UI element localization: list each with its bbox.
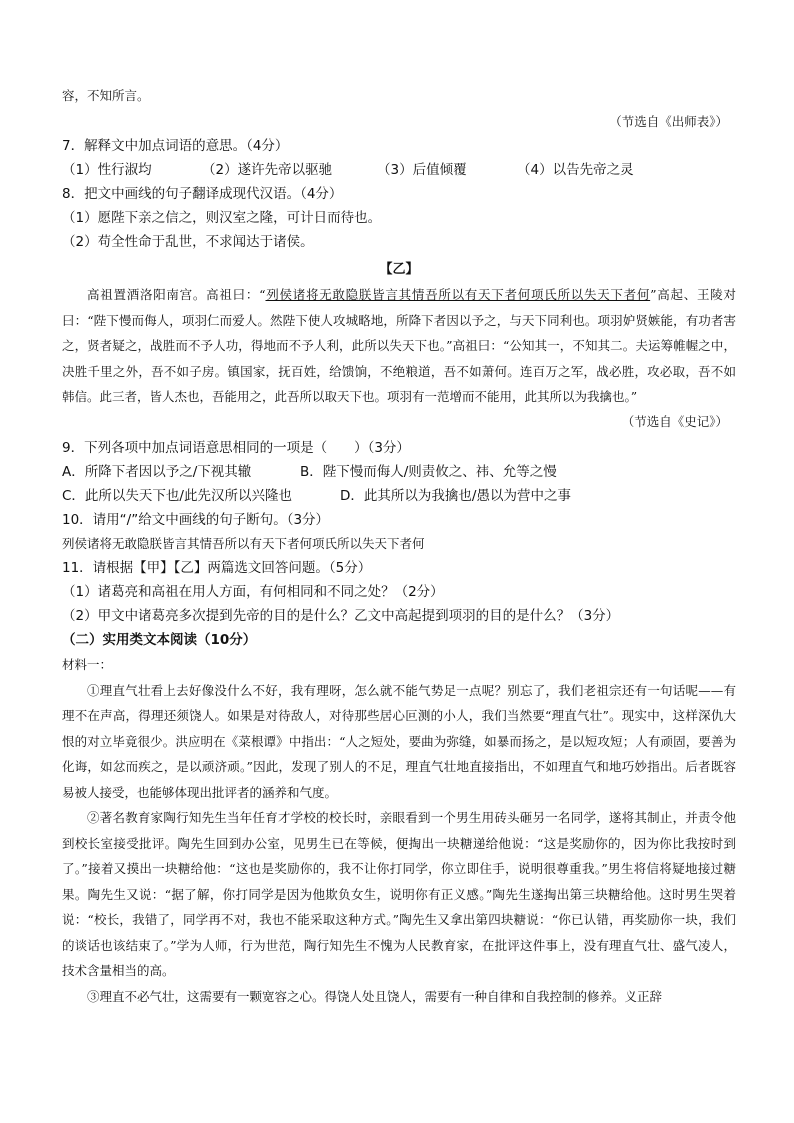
question-stem: 11．请根据【甲】【乙】两篇选文回答问题。（5分） [62, 559, 372, 576]
source-citation: （节选自《史记》） [621, 413, 728, 429]
question-item: （2）苟全性命于乱世，不求闻达于诸侯。 [62, 234, 314, 250]
question-item: （4）以告先帝之灵 [517, 162, 634, 178]
question-item: （1）愿陛下亲之信之，则汉室之隆，可计日而待也。 [62, 210, 382, 226]
paragraph-3: ③理直不必气壮，这需要有一颗宽容之心。得饶人处且饶人，需要有一种自律和自我控制的修养。义正辞 [87, 988, 663, 1004]
option-d: D．此其所以为我擒也/愚以为营中之事 [340, 487, 571, 504]
section-heading: （二）实用类文本阅读（10分） [62, 631, 257, 648]
question-item: （3）后值倾覆 [377, 162, 467, 178]
question-10 [62, 508, 736, 556]
exam-page [62, 86, 736, 1009]
continuation-line: 容，不知所言。 [62, 88, 150, 103]
material-label: 材料一： [62, 656, 113, 672]
option-c: C．此所以失天下也/此先汉所以兴隆也 [62, 487, 292, 504]
passage-text: ”高起、王陵对曰：“陛下慢而侮人，项羽仁而爱人。然陛下使人攻城略地，所降下者因以予之，与天下同利也。项羽妒贤嫉能，有功者害之，贤者疑之，战胜而不予人功，得地而不予人利，此所以失天下也。”高祖曰：“公知其一，不知其二。夫运筹帷幄之中，决胜千里之外，吾不如子房。镇国家，抚百姓，给馈饷，不绝粮道，吾不如萧何。连百万之军，战必胜，攻必取，吾不如韩信。此三者，皆人杰也，吾能用之，此吾所以取天下也。项羽有一范增而不能用，此其所以为我擒也。” [62, 287, 736, 404]
question-7 [62, 134, 736, 182]
options-row [62, 484, 736, 508]
paragraph-2: ②著名教育家陶行知先生当年任育才学校的校长时，亲眼看到一个男生用砖头砸另一名同学，遂将其制止，并责令他到校长室接受批评。陶先生回到办公室，见男生已在等候，便掏出一块糖递给他说：“这是奖励你的，因为你比我按时到了。”接着又摸出一块糖给他：“这也是奖励你的，我不让你打同学，你立即住手，说明很尊重我。”男生将信将疑地接过糖果。陶先生又说：“据了解，你打同学是因为他欺负女生，说明你有正义感。”陶先生遂掏出第三块糖给他。这时男生哭着说：“校长，我错了，同学再不对，我也不能采取这种方式。”陶先生又拿出第四块糖说：“你已认错，再奖励你一块，我们的谈话也该结束了。”学为人师，行为世范，陶行知先生不愧为人民教育家，在批评这件事上，没有理直气壮、盛气凌人，技术含量相当的高。 [62, 810, 736, 978]
question-item: （1）性行淑均 [62, 162, 152, 178]
paragraph-1: ①理直气壮看上去好像没什么不好，我有理呀，怎么就不能气势足一点呢？别忘了，我们老祖宗还有一句话呢——有理不在声高，得理还须饶人。如果是对待敌人，对待那些居心叵测的小人，我们当然要“理直气壮”。现实中，这样深仇大恨的对立毕竟很少。洪应明在《菜根谭》中指出：“人之短处，要曲为弥缝，如暴而扬之，是以短攻短；人有顽固，要善为化诲，如忿而疾之，是以顽济顽。”因此，发现了别人的不足，理直气壮地直接指出，不如理直气和地巧妙指出。后者既容易被人接受，也能够体现出批评者的涵养和气度。 [62, 682, 736, 800]
question-item: （2）甲文中诸葛亮多次提到先帝的目的是什么？乙文中高起提到项羽的目的是什么？（3分） [62, 607, 620, 624]
question-stem: 8．把文中画线的句子翻译成现代汉语。（4分） [62, 186, 343, 202]
question-11 [62, 556, 736, 628]
question-item: （1）诸葛亮和高祖在用人方面，有何相同和不同之处？（2分） [62, 583, 444, 600]
question-stem: 9．下列各项中加点词语意思相同的一项是（ ）（3分） [62, 439, 410, 456]
section-title-yi: 【乙】 [379, 262, 419, 277]
passage-yi [62, 282, 736, 410]
question-stem: 7．解释文中加点词语的意思。（4分） [62, 138, 289, 154]
option-b: B．陛下慢而侮人/则责攸之、祎、允等之慢 [300, 463, 557, 480]
question-stem: 10．请用“/”给文中画线的句子断句。（3分） [62, 511, 330, 528]
options-row [62, 460, 736, 484]
question-item: （2）遂许先帝以驱驰 [202, 162, 333, 178]
sentence-to-punctuate: 列侯诸将无敢隐朕皆言其情吾所以有天下者何项氏所以失天下者何 [62, 535, 425, 551]
question-8 [62, 182, 736, 254]
source-citation: （节选自《出师表》） [609, 114, 728, 129]
question-9 [62, 436, 736, 508]
question-items [62, 158, 736, 182]
option-a: A．所降下者因以予之/下视其辙 [62, 463, 252, 480]
underlined-sentence: 列侯诸将无敢隐朕皆言其情吾所以有天下者何项氏所以失天下者何 [265, 287, 651, 302]
passage-text: 高祖置酒洛阳南宫。高祖曰：“ [87, 287, 266, 302]
